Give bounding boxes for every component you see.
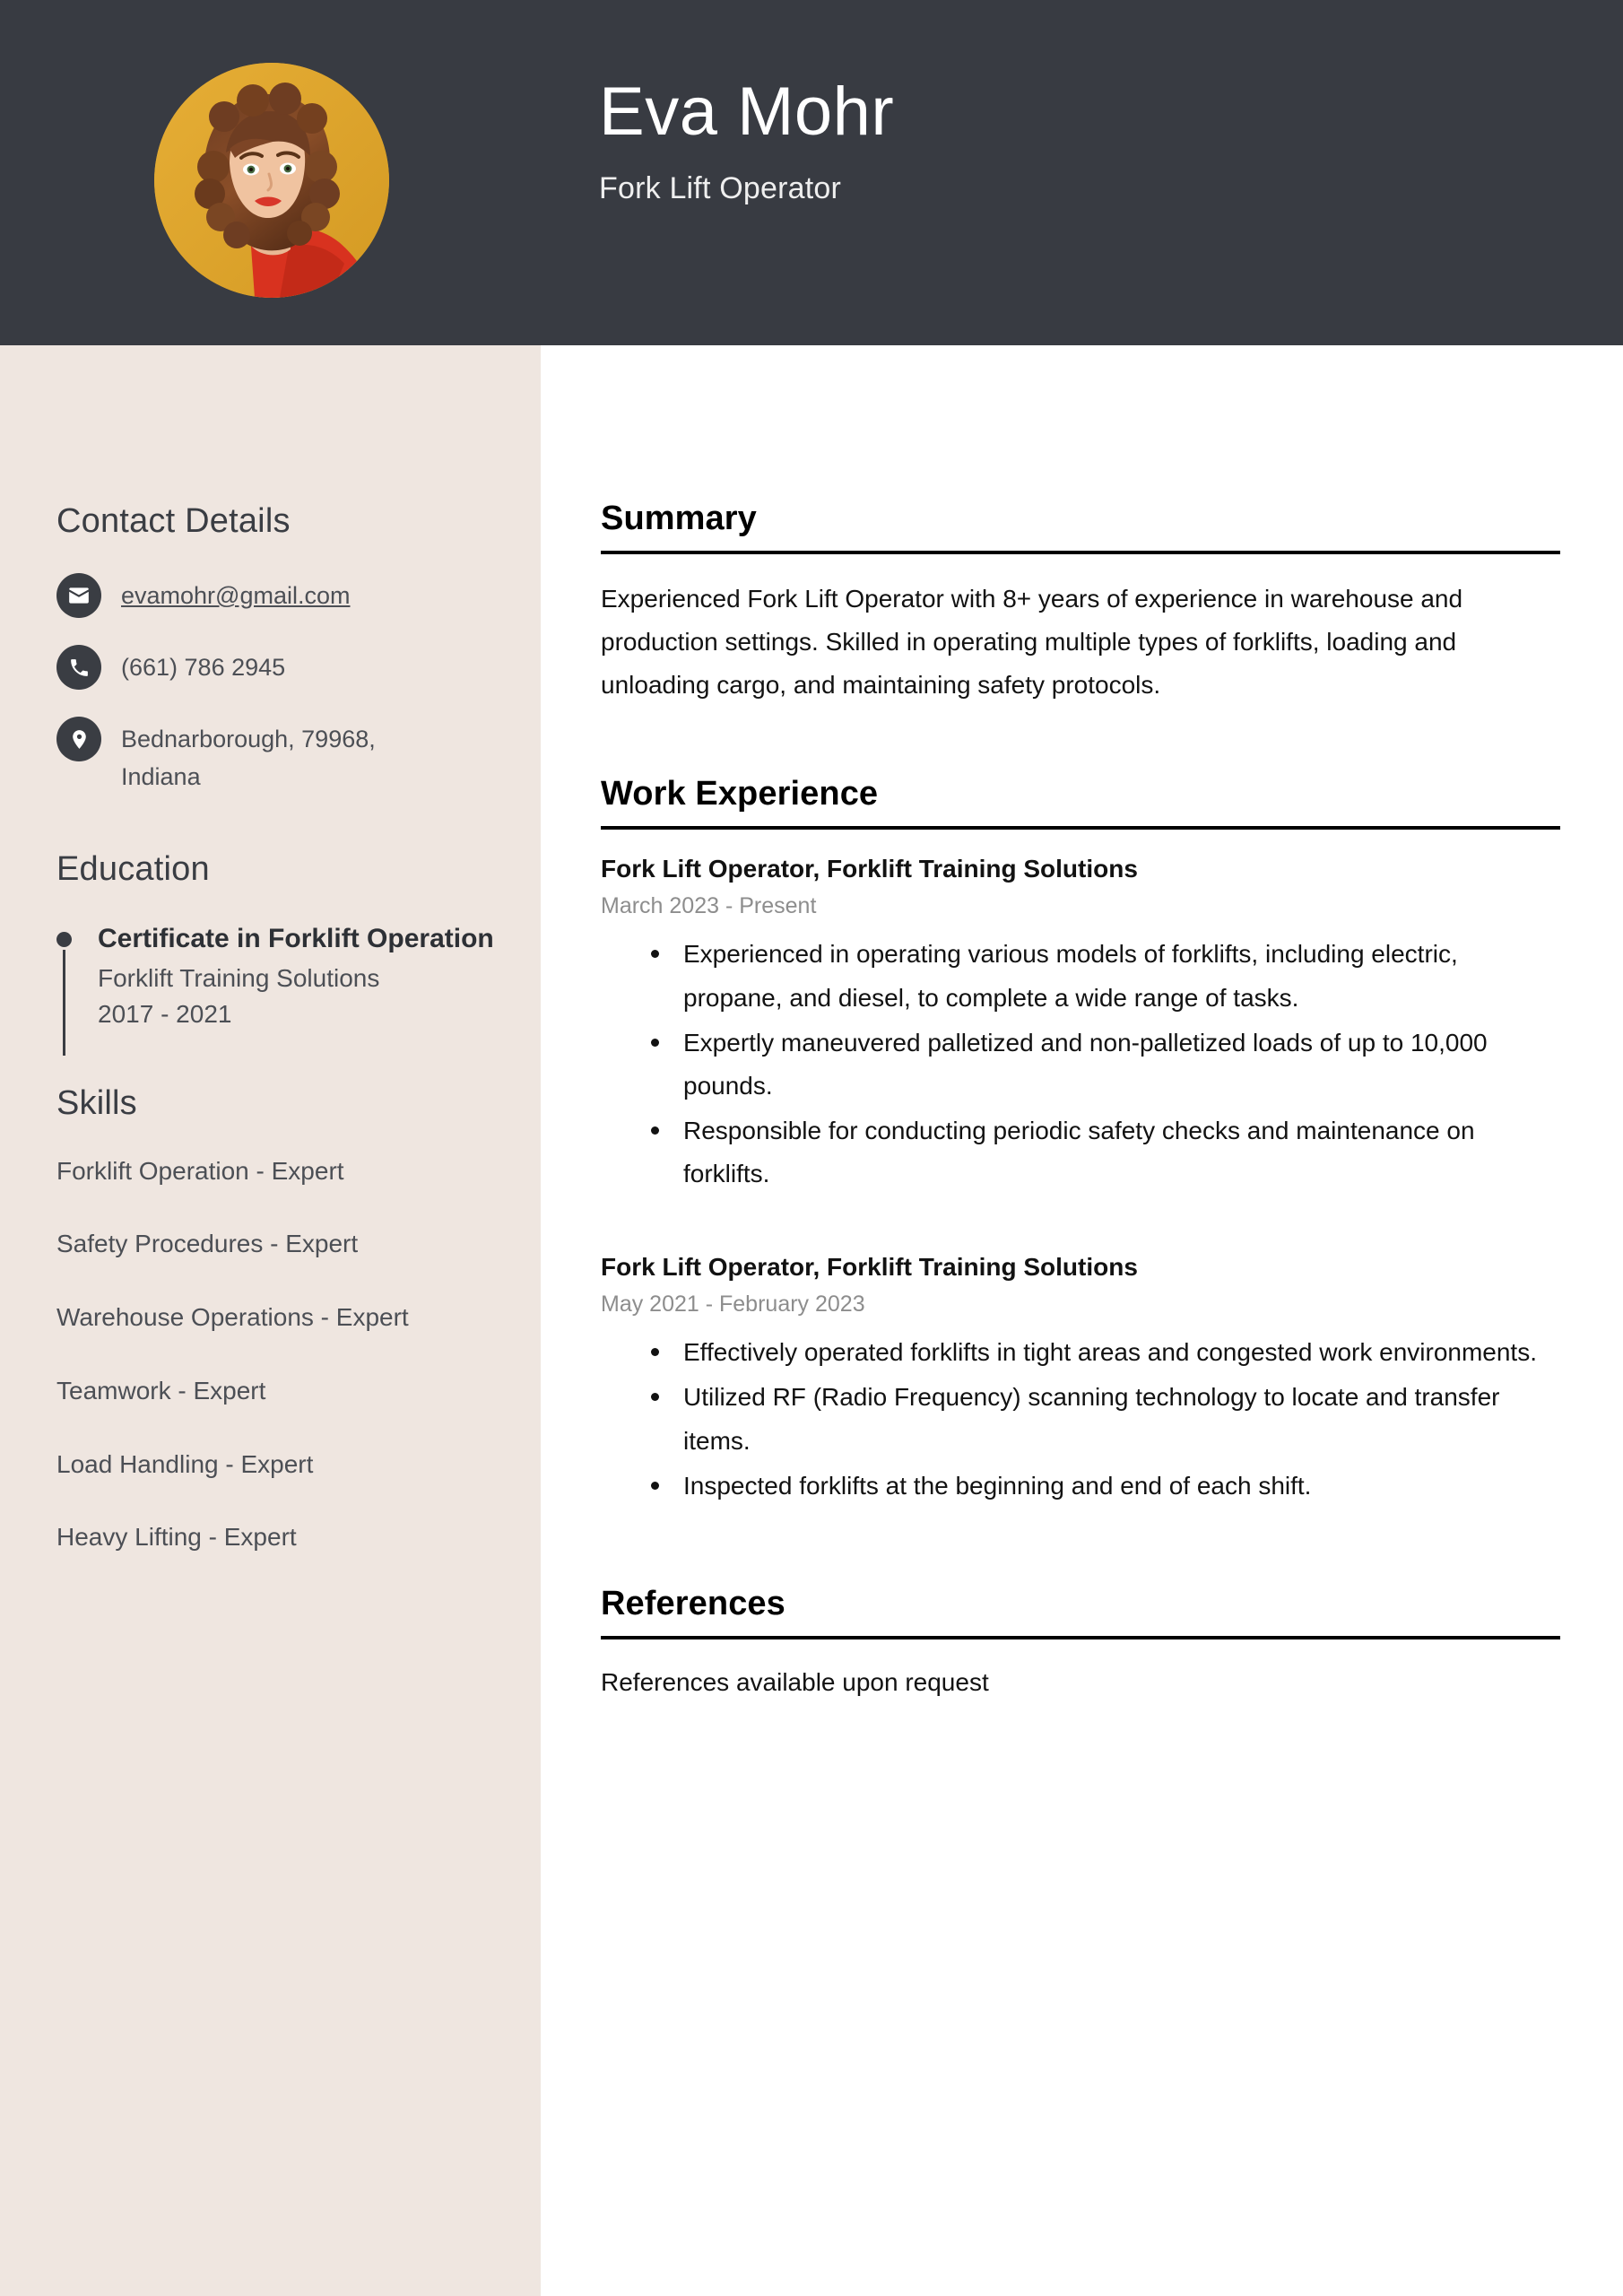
timeline-dot-icon: [56, 932, 72, 947]
contact-details-section: [56, 502, 505, 796]
sidebar: [0, 345, 541, 2296]
main-content: [541, 345, 1623, 2296]
references-text: References available upon request: [601, 1667, 989, 1696]
job-dates: May 2021 - February 2023: [601, 1291, 865, 1317]
job-bullet: Effectively operated forklifts in tight areas and congested work environments.: [683, 1331, 1560, 1374]
skill-item: Warehouse Operations - Expert: [56, 1303, 409, 1332]
skills-section: [56, 1084, 505, 1556]
education-item: [56, 919, 505, 1032]
summary-section: [601, 500, 1560, 707]
education-heading: Education: [56, 849, 210, 888]
job-bullet: Expertly maneuvered palletized and non-palletized loads of up to 10,000 pounds.: [683, 1022, 1560, 1108]
job-bullet: Utilized RF (Radio Frequency) scanning technology to locate and transfer items.: [683, 1376, 1560, 1462]
skill-item: Safety Procedures - Expert: [56, 1230, 359, 1258]
skill-item: Forklift Operation - Expert: [56, 1156, 344, 1185]
profile-photo-illustration: [154, 63, 389, 298]
job-bullet-list: [601, 933, 1560, 1196]
summary-heading: Summary: [601, 500, 1560, 554]
references-heading: References: [601, 1585, 1560, 1639]
work-experience-section: [601, 775, 1560, 1507]
section-spacer: [601, 1517, 1560, 1585]
job-title: Fork Lift Operator, Forklift Training Solutions: [601, 855, 1138, 883]
education-school: Forklift Training Solutions: [98, 964, 380, 993]
job-title: Fork Lift Operator, Forklift Training Solutions: [601, 1253, 1138, 1282]
job-dates: March 2023 - Present: [601, 892, 817, 918]
job-bullet-list: [601, 1331, 1560, 1508]
header-job-title: Fork Lift Operator: [599, 170, 842, 205]
email-icon: [56, 573, 101, 618]
skills-heading: Skills: [56, 1083, 137, 1122]
contact-item-email[interactable]: [56, 571, 505, 618]
summary-text: Experienced Fork Lift Operator with 8+ years of experience in warehouse and production settings. Skilled in operating multiple types of forklifts, loading and unloading cargo, and maintaining safety protocols.: [601, 585, 1463, 700]
work-experience-item: [601, 1251, 1560, 1508]
contact-details-heading: Contact Details: [56, 502, 291, 540]
job-spacer: [601, 1205, 1560, 1251]
page-title: Eva Mohr: [599, 74, 895, 150]
job-bullet: Inspected forklifts at the beginning and end of each shift.: [683, 1465, 1560, 1508]
work-experience-item: [601, 853, 1560, 1196]
skill-item: Teamwork - Expert: [56, 1376, 266, 1405]
section-spacer: [601, 707, 1560, 775]
header-name-block: [599, 76, 1496, 206]
phone-icon: [56, 645, 101, 690]
education-section: [56, 850, 505, 1032]
skill-item: Load Handling - Expert: [56, 1449, 314, 1478]
job-bullet: Responsible for conducting periodic safety checks and maintenance on forklifts.: [683, 1109, 1560, 1196]
references-section: [601, 1585, 1560, 1703]
education-years: 2017 - 2021: [98, 999, 232, 1028]
contact-location-value: Bednarborough, 79968, Indiana: [121, 726, 376, 790]
job-bullet: Experienced in operating various models of forklifts, including electric, propane, and diesel, to complete a wide range of tasks.: [683, 933, 1560, 1019]
avatar: [154, 63, 389, 298]
location-pin-icon: [56, 717, 101, 761]
work-experience-heading: Work Experience: [601, 775, 1560, 830]
contact-email-value[interactable]: evamohr@gmail.com: [121, 582, 351, 609]
timeline-line: [63, 950, 65, 1056]
contact-item-phone[interactable]: [56, 643, 505, 690]
education-degree: Certificate in Forklift Operation: [98, 923, 494, 953]
contact-phone-value[interactable]: (661) 786 2945: [121, 654, 286, 681]
skill-item: Heavy Lifting - Expert: [56, 1523, 297, 1552]
contact-item-location: [56, 715, 505, 796]
